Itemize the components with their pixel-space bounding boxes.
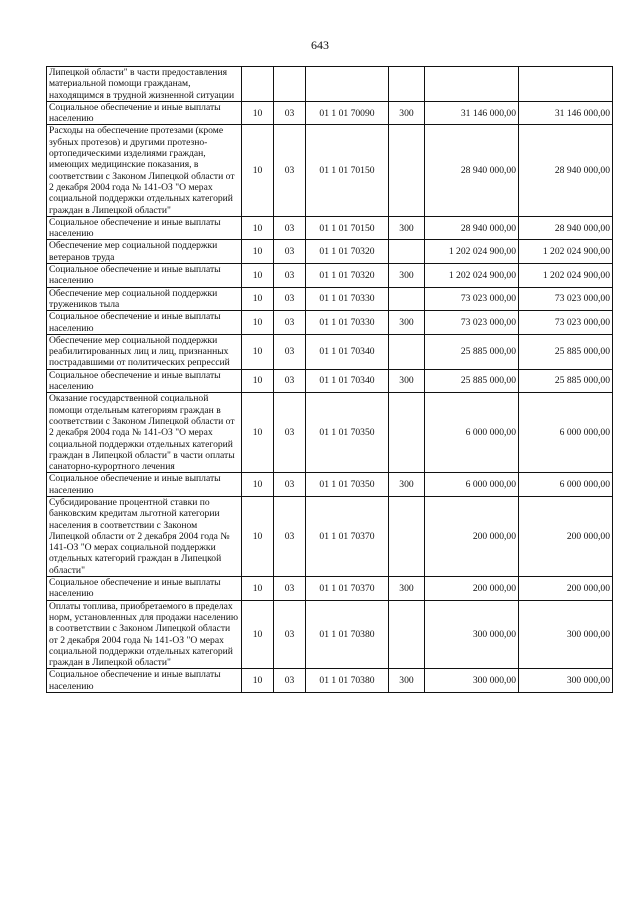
row-name-cell: Обеспечение мер социальной поддержки ветеранов труда (47, 240, 242, 264)
expense-type-cell: 300 (389, 311, 425, 335)
table-row (47, 496, 613, 576)
section-cell: 10 (242, 669, 274, 693)
target-article-cell: 01 1 01 70370 (306, 577, 389, 601)
amount-year2-cell: 31 146 000,00 (519, 101, 613, 125)
amount-year2-cell: 73 023 000,00 (519, 311, 613, 335)
subsection-cell: 03 (274, 101, 306, 125)
expense-type-cell: 300 (389, 101, 425, 125)
section-cell (242, 67, 274, 102)
amount-year1-cell: 300 000,00 (425, 669, 519, 693)
amount-year1-cell: 25 885 000,00 (425, 369, 519, 393)
amount-year1-cell: 200 000,00 (425, 496, 519, 576)
section-cell: 10 (242, 264, 274, 288)
section-cell: 10 (242, 334, 274, 369)
row-name-cell: Социальное обеспечение и иные выплаты населению (47, 577, 242, 601)
target-article-cell: 01 1 01 70340 (306, 334, 389, 369)
subsection-cell: 03 (274, 577, 306, 601)
amount-year2-cell: 300 000,00 (519, 600, 613, 669)
table-row (47, 216, 613, 240)
section-cell: 10 (242, 496, 274, 576)
expense-type-cell (389, 334, 425, 369)
table-row (47, 125, 613, 216)
row-name-cell: Социальное обеспечение и иные выплаты населению (47, 669, 242, 693)
amount-year1-cell: 300 000,00 (425, 600, 519, 669)
table-row (47, 600, 613, 669)
section-cell: 10 (242, 101, 274, 125)
target-article-cell: 01 1 01 70090 (306, 101, 389, 125)
row-name-cell: Социальное обеспечение и иные выплаты населению (47, 311, 242, 335)
amount-year2-cell: 25 885 000,00 (519, 369, 613, 393)
target-article-cell: 01 1 01 70350 (306, 473, 389, 497)
subsection-cell: 03 (274, 216, 306, 240)
amount-year1-cell: 73 023 000,00 (425, 287, 519, 311)
amount-year2-cell: 6 000 000,00 (519, 393, 613, 473)
budget-table (46, 66, 613, 693)
target-article-cell: 01 1 01 70320 (306, 264, 389, 288)
table-row (47, 669, 613, 693)
expense-type-cell (389, 393, 425, 473)
table-row (47, 240, 613, 264)
amount-year1-cell: 31 146 000,00 (425, 101, 519, 125)
row-name-cell: Липецкой области" в части предоставления материальной помощи гражданам, находящимся в трудной жизненной ситуации (47, 67, 242, 102)
table-row (47, 369, 613, 393)
amount-year2-cell: 200 000,00 (519, 496, 613, 576)
subsection-cell: 03 (274, 264, 306, 288)
amount-year1-cell: 1 202 024 900,00 (425, 240, 519, 264)
target-article-cell: 01 1 01 70330 (306, 287, 389, 311)
table-row (47, 101, 613, 125)
row-name-cell: Социальное обеспечение и иные выплаты населению (47, 473, 242, 497)
row-name-cell: Социальное обеспечение и иные выплаты населению (47, 369, 242, 393)
target-article-cell: 01 1 01 70340 (306, 369, 389, 393)
amount-year1-cell: 28 940 000,00 (425, 216, 519, 240)
section-cell: 10 (242, 393, 274, 473)
target-article-cell: 01 1 01 70380 (306, 669, 389, 693)
expense-type-cell: 300 (389, 577, 425, 601)
expense-type-cell (389, 496, 425, 576)
expense-type-cell: 300 (389, 473, 425, 497)
amount-year1-cell (425, 67, 519, 102)
amount-year2-cell: 25 885 000,00 (519, 334, 613, 369)
table-row (47, 67, 613, 102)
subsection-cell: 03 (274, 287, 306, 311)
table-row (47, 264, 613, 288)
amount-year2-cell: 6 000 000,00 (519, 473, 613, 497)
amount-year1-cell: 6 000 000,00 (425, 473, 519, 497)
expense-type-cell: 300 (389, 264, 425, 288)
subsection-cell: 03 (274, 311, 306, 335)
target-article-cell: 01 1 01 70380 (306, 600, 389, 669)
row-name-cell: Оплаты топлива, приобретаемого в пределах норм, установленных для продажи населению в соответствии с Законом Липецкой области от 2 декабря 2004 года № 141-ОЗ "О мерах социальной поддержки отдельных категорий граждан в Липецкой области" (47, 600, 242, 669)
section-cell: 10 (242, 311, 274, 335)
amount-year1-cell: 28 940 000,00 (425, 125, 519, 216)
subsection-cell (274, 67, 306, 102)
page-number: 643 (311, 38, 329, 52)
target-article-cell: 01 1 01 70350 (306, 393, 389, 473)
amount-year1-cell: 6 000 000,00 (425, 393, 519, 473)
amount-year2-cell: 300 000,00 (519, 669, 613, 693)
subsection-cell: 03 (274, 496, 306, 576)
target-article-cell: 01 1 01 70320 (306, 240, 389, 264)
amount-year2-cell: 200 000,00 (519, 577, 613, 601)
row-name-cell: Субсидирование процентной ставки по банковским кредитам льготной категории населения в соответствии с Законом Липецкой области от 2 декабря 2004 года № 141-ОЗ "О мерах социальной поддержки отдельных категорий граждан в Липецкой области" (47, 496, 242, 576)
section-cell: 10 (242, 240, 274, 264)
row-name-cell: Обеспечение мер социальной поддержки реабилитированных лиц и лиц, признанных пострадавшими от политических репрессий (47, 334, 242, 369)
target-article-cell: 01 1 01 70150 (306, 125, 389, 216)
table-row (47, 334, 613, 369)
expense-type-cell (389, 67, 425, 102)
amount-year2-cell: 28 940 000,00 (519, 216, 613, 240)
amount-year2-cell (519, 67, 613, 102)
amount-year1-cell: 200 000,00 (425, 577, 519, 601)
amount-year2-cell: 28 940 000,00 (519, 125, 613, 216)
table-row (47, 577, 613, 601)
amount-year2-cell: 1 202 024 900,00 (519, 264, 613, 288)
row-name-cell: Социальное обеспечение и иные выплаты населению (47, 264, 242, 288)
row-name-cell: Оказание государственной социальной помощи отдельным категориям граждан в соответствии с Законом Липецкой области от 2 декабря 2004 года № 141-ОЗ "О мерах социальной поддержки отдельных категорий граждан в Липецкой области" в части оплаты санаторно-курортного лечения (47, 393, 242, 473)
table-row (47, 287, 613, 311)
amount-year2-cell: 73 023 000,00 (519, 287, 613, 311)
amount-year1-cell: 25 885 000,00 (425, 334, 519, 369)
amount-year2-cell: 1 202 024 900,00 (519, 240, 613, 264)
subsection-cell: 03 (274, 600, 306, 669)
expense-type-cell (389, 600, 425, 669)
target-article-cell: 01 1 01 70150 (306, 216, 389, 240)
budget-table-body (47, 67, 613, 693)
expense-type-cell: 300 (389, 369, 425, 393)
row-name-cell: Обеспечение мер социальной поддержки тружеников тыла (47, 287, 242, 311)
row-name-cell: Социальное обеспечение и иные выплаты населению (47, 216, 242, 240)
row-name-cell: Социальное обеспечение и иные выплаты населению (47, 101, 242, 125)
expense-type-cell (389, 240, 425, 264)
target-article-cell: 01 1 01 70330 (306, 311, 389, 335)
subsection-cell: 03 (274, 369, 306, 393)
expense-type-cell (389, 125, 425, 216)
target-article-cell: 01 1 01 70370 (306, 496, 389, 576)
subsection-cell: 03 (274, 393, 306, 473)
subsection-cell: 03 (274, 669, 306, 693)
amount-year1-cell: 1 202 024 900,00 (425, 264, 519, 288)
expense-type-cell: 300 (389, 669, 425, 693)
section-cell: 10 (242, 600, 274, 669)
target-article-cell (306, 67, 389, 102)
amount-year1-cell: 73 023 000,00 (425, 311, 519, 335)
section-cell: 10 (242, 369, 274, 393)
table-row (47, 473, 613, 497)
subsection-cell: 03 (274, 240, 306, 264)
section-cell: 10 (242, 216, 274, 240)
expense-type-cell: 300 (389, 216, 425, 240)
section-cell: 10 (242, 287, 274, 311)
section-cell: 10 (242, 577, 274, 601)
expense-type-cell (389, 287, 425, 311)
table-row (47, 311, 613, 335)
subsection-cell: 03 (274, 334, 306, 369)
subsection-cell: 03 (274, 125, 306, 216)
subsection-cell: 03 (274, 473, 306, 497)
row-name-cell: Расходы на обеспечение протезами (кроме зубных протезов) и другими протезно-ортопедическими изделиями граждан, имеющих медицинские показания, в соответствии с Законом Липецкой области от 2 декабря 2004 года № 141-ОЗ "О мерах социальной поддержки отдельных категорий граждан в Липецкой области" (47, 125, 242, 216)
table-row (47, 393, 613, 473)
section-cell: 10 (242, 125, 274, 216)
section-cell: 10 (242, 473, 274, 497)
